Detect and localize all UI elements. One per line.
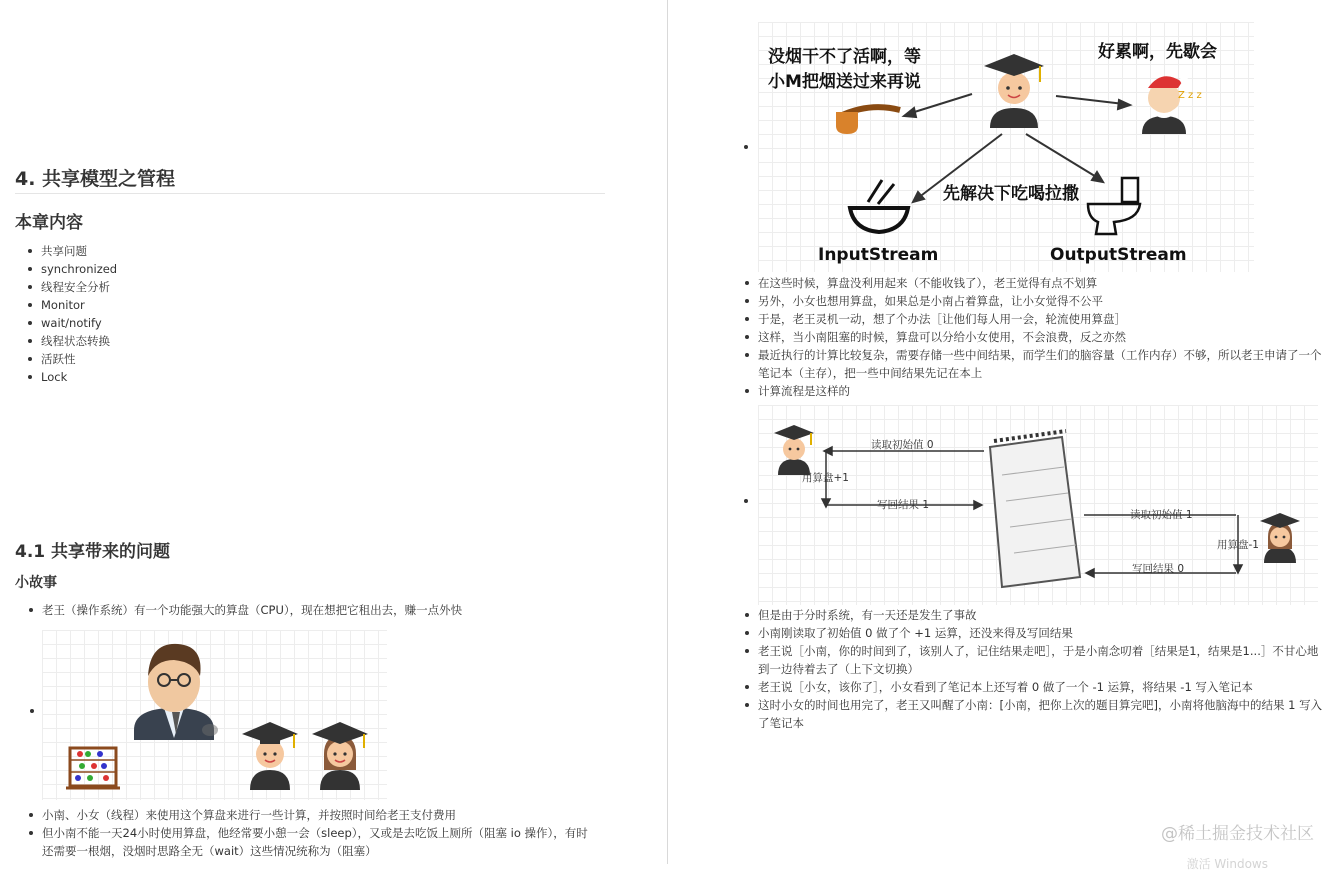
watermark: @稀土掘金技术社区: [1161, 824, 1314, 844]
story-list-b: [744, 606, 1324, 732]
story-item: 小南刚读取了初始值 0 做了个 +1 运算，还没来得及写回结果: [744, 624, 1324, 642]
section-divider: [15, 193, 605, 194]
sleeping-student-icon: [1142, 76, 1202, 134]
xiaonan-icon: [774, 425, 814, 475]
xiaonv-icon: [1260, 513, 1300, 563]
story-item: 这样，当小南阻塞的时候，算盘可以分给小女使用，不会浪费，反之亦然: [744, 328, 1324, 346]
xiaonan-figure: [242, 722, 298, 790]
calc-flow-figure: [758, 405, 1318, 605]
left-page: [0, 0, 667, 864]
right-page: [668, 0, 1338, 864]
story-item: 另外，小女也想用算盘，如果总是小南占着算盘，让小女觉得不公平: [744, 292, 1324, 310]
toc-item: synchronized: [15, 260, 117, 278]
pipe-icon: [836, 107, 900, 134]
input-label: InputStream: [818, 245, 939, 265]
figure-bullet: [744, 499, 748, 503]
left-caption-line-1: 没烟干不了活啊，等: [768, 47, 921, 67]
story-item: 老王说［小南，你的时间到了，该别人了，记住结果走吧］，于是小南念叨着［结果是1，结果是1...］不甘心地到一边待着去了（上下文切换）: [744, 642, 1324, 678]
story-item: 小南、小女（线程）来使用这个算盘来进行一些计算，并按照时间给老王支付费用: [28, 806, 598, 824]
story-item: 老王（操作系统）有一个功能强大的算盘（CPU），现在想把它租出去，赚一点外快: [28, 601, 608, 619]
story-item: 这时小女的时间也用完了，老王又叫醒了小南：[小南，把你上次的题目算完吧]，小南将他脑海中的结果 1 写入了笔记本: [744, 696, 1324, 732]
story-item: 于是，老王灵机一动，想了个办法［让他们每人用一会，轮流使用算盘］: [744, 310, 1324, 328]
write-right-label: 写回结果 0: [1132, 563, 1185, 575]
toc-item: Monitor: [15, 296, 117, 314]
calc-right-label: 用算盘-1: [1217, 539, 1259, 551]
toc-item: 线程状态转换: [15, 332, 117, 350]
story-item: 最近执行的计算比较复杂，需要存储一些中间结果，而学生们的脑容量（工作内存）不够，所以老王申请了一个笔记本（主存），把一些中间结果先记在本上: [744, 346, 1324, 382]
figure-bullet: [30, 709, 34, 713]
output-label: OutputStream: [1050, 245, 1187, 265]
right-caption: 好累啊，先歇会: [1098, 42, 1217, 62]
laowang-figure: [134, 644, 218, 740]
story-item: 但小南不能一天24小时使用算盘，他经常要小憩一会（sleep），又或是去吃饭上厕所（阻塞 io 操作），有时还需要一根烟，没烟时思路全无（wait）这些情况统称为（阻塞）: [28, 824, 598, 860]
story-item: 在这些时候，算盘没利用起来（不能收钱了），老王觉得有点不划算: [744, 274, 1324, 292]
toc-item: wait/notify: [15, 314, 117, 332]
abacus-figure: [42, 630, 387, 800]
read-right-label: 读取初始值 1: [1130, 509, 1193, 521]
subsection-title: 4.1 共享带来的问题: [15, 542, 171, 562]
story-intro-list: [28, 601, 608, 619]
activate-windows-watermark: 激活 Windows: [1186, 857, 1268, 871]
toilet-icon: [1088, 178, 1140, 234]
left-caption-line-2: 小M把烟送过来再说: [768, 72, 921, 92]
story-heading: 小故事: [15, 575, 57, 591]
toc-item: 线程安全分析: [15, 278, 117, 296]
center-student-icon: [984, 54, 1044, 128]
section-title: 4. 共享模型之管程: [15, 168, 176, 190]
figure-bullet: [744, 145, 748, 149]
blocking-diagram: [758, 22, 1254, 272]
toc-item: 共享问题: [15, 242, 117, 260]
svg-text:Z z z: Z z z: [1178, 90, 1202, 101]
chapter-heading: 本章内容: [15, 213, 83, 233]
toc-item: 活跃性: [15, 350, 117, 368]
read-left-label: 读取初始值 0: [871, 439, 934, 451]
notebook-icon: [990, 431, 1080, 587]
story-item: 老王说［小女，该你了］，小女看到了笔记本上还写着 0 做了一个 -1 运算，将结果 -1 写入笔记本: [744, 678, 1324, 696]
xiaonv-figure: [312, 722, 368, 790]
story-item: 但是由于分时系统，有一天还是发生了事故: [744, 606, 1324, 624]
toc-item: Lock: [15, 368, 117, 386]
blocking-figure: [758, 22, 1254, 272]
write-left-label: 写回结果 1: [877, 499, 930, 511]
story-list-a: [744, 274, 1324, 400]
abacus-illustration: [42, 630, 387, 800]
bottom-caption: 先解决下吃喝拉撒: [943, 184, 1079, 204]
calc-left-label: 用算盘+1: [802, 472, 849, 484]
abacus-icon: [66, 748, 120, 788]
bowl-icon: [850, 180, 908, 232]
story-item: 计算流程是这样的: [744, 382, 1324, 400]
story-more-list: [28, 806, 598, 860]
calc-flow-diagram: [758, 405, 1318, 605]
toc-list: [15, 242, 117, 386]
